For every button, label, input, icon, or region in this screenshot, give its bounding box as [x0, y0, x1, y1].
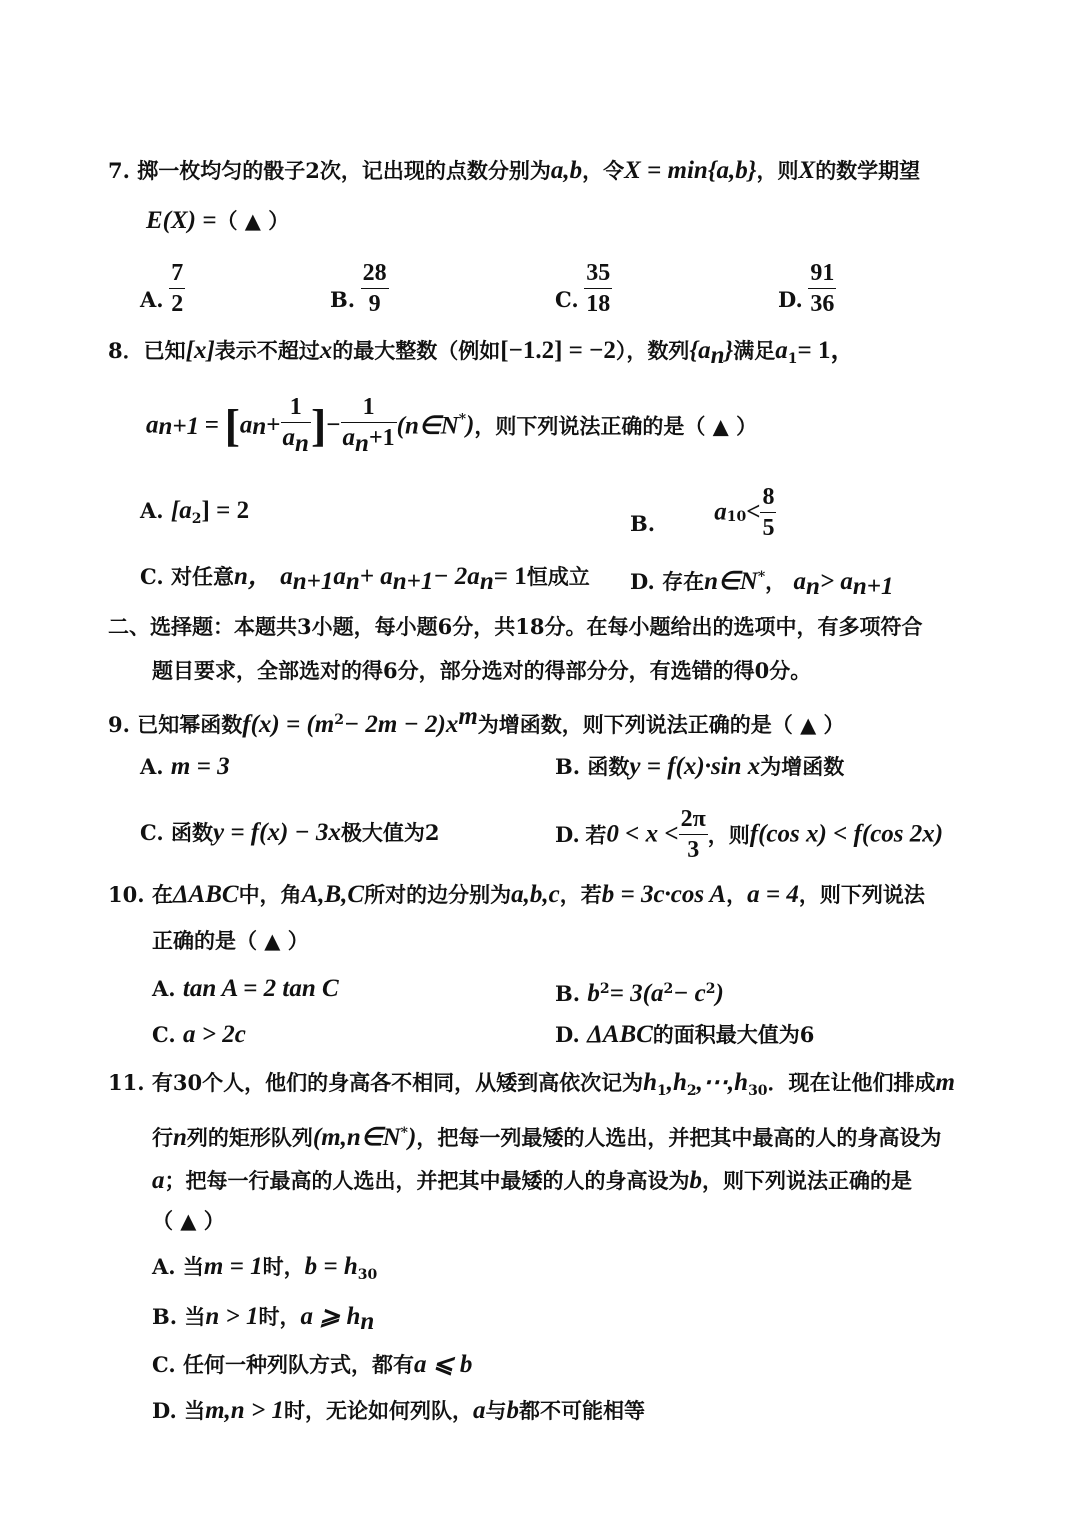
q7-line1: 7. 掷一枚均匀的骰子2次，记出现的点数分别为a,b，令X = min{a,b}，则X的数学期望 — [108, 157, 921, 184]
q9-option-d[interactable]: D. 若0 < x < $\frac{2\pi}{3}$ ，则f(cos x) < f(cos 2x) — [555, 806, 944, 863]
q9-line1: 9. 已知幂函数$f(x) = (m^2- 2m - 2)x^m$为增函数，则下列说法正确的是（ ▲ ） — [108, 703, 845, 738]
q9-option-a[interactable]: A. m = 3 — [140, 753, 230, 780]
q11-option-c[interactable]: C. 任何一种列队方式，都有a ⩽ b — [152, 1351, 473, 1378]
q9-option-c[interactable]: C. 函数y = f(x) − 3x极大值为2 — [140, 819, 440, 846]
q10-option-c[interactable]: C. a > 2c — [152, 1021, 246, 1048]
q8-option-c[interactable]: C. 对任意n， $a_{n+1}a_n+ a_{n+1}- 2a_n= 1$恒成立 — [140, 563, 590, 596]
q10-option-d[interactable]: D. ΔABC的面积最大值为6 — [555, 1021, 815, 1048]
q11-line2: 行n列的矩形队列(m,n∈N*)，把每一列最矮的人选出，并把其中最高的人的身高设为 — [152, 1124, 942, 1151]
q7-line2: E(X) =（ ▲ ） — [146, 207, 290, 234]
q8-line1: 8．已知[x]表示不超过x的最大整数（例如[−1.2] = −2），数列$\{a_n\}$满足$a_1= 1$， — [108, 337, 856, 370]
q11-line1: 11. 有30个人，他们的身高各不相同，从矮到高依次记为$h_1,h_2,\cdots,h_{30}$．现在让他们排成m — [108, 1069, 955, 1100]
q10-option-b[interactable]: B. $b^2= 3(a^2- c^2)$ — [555, 980, 724, 1007]
q8-option-b[interactable]: B. $a_{10}<$ $\frac{8}{5}$ — [630, 484, 775, 541]
q7-option-a[interactable]: A. $\frac{7}{2}$ — [140, 260, 184, 317]
q10-line1: 10. 在ΔABC中，角A,B,C所对的边分别为a,b,c，若b = 3c·cos A，a = 4，则下列说法 — [108, 881, 925, 908]
q10-line2: 正确的是（ ▲ ） — [152, 928, 309, 953]
q11-line3: a；把每一行最高的人选出，并把其中最矮的人的身高设为b，则下列说法正确的是 — [152, 1167, 912, 1194]
q7-option-c[interactable]: C. $\frac{35}{18}$ — [555, 260, 611, 317]
q8-option-a[interactable]: A. $[a_2] = 2$ — [140, 497, 250, 528]
section-2-header: 二、选择题：本题共3小题，每小题6分，共18分。在每小题给出的选项中，有多项符合 — [108, 614, 923, 639]
q11-line4: （ ▲ ） — [152, 1208, 225, 1233]
q11-option-a[interactable]: A. 当m = 1时，$b = h_{30}$ — [152, 1253, 378, 1284]
q9-option-b[interactable]: B. 函数y = f(x)·sin x为增函数 — [555, 753, 845, 780]
question-number: 7. — [108, 158, 130, 183]
q10-option-a[interactable]: A. tan A = 2 tan C — [152, 975, 339, 1002]
q8-recurrence: $a_{n+1} = [a_n+$ $\frac{1}{a_n}$ ]− $\frac{1}{a_n+1}$ (n∈N*)，则下列说法正确的是（ ▲ ） — [146, 394, 758, 457]
q11-option-d[interactable]: D. 当m,n > 1时，无论如何列队，a与b都不可能相等 — [152, 1397, 645, 1424]
q8-option-d[interactable]: D. 存在n∈N*， $a_n> a_{n+1}$ — [630, 568, 894, 601]
q7-option-b[interactable]: B. $\frac{28}{9}$ — [330, 260, 387, 317]
q11-option-b[interactable]: B. 当n > 1时，a ⩾ $h_n$ — [152, 1303, 375, 1336]
section-2-header-line2: 题目要求，全部选对的得6分，部分选对的得部分分，有选错的得0分。 — [152, 658, 812, 683]
q7-option-d[interactable]: D. $\frac{91}{36}$ — [778, 260, 835, 317]
